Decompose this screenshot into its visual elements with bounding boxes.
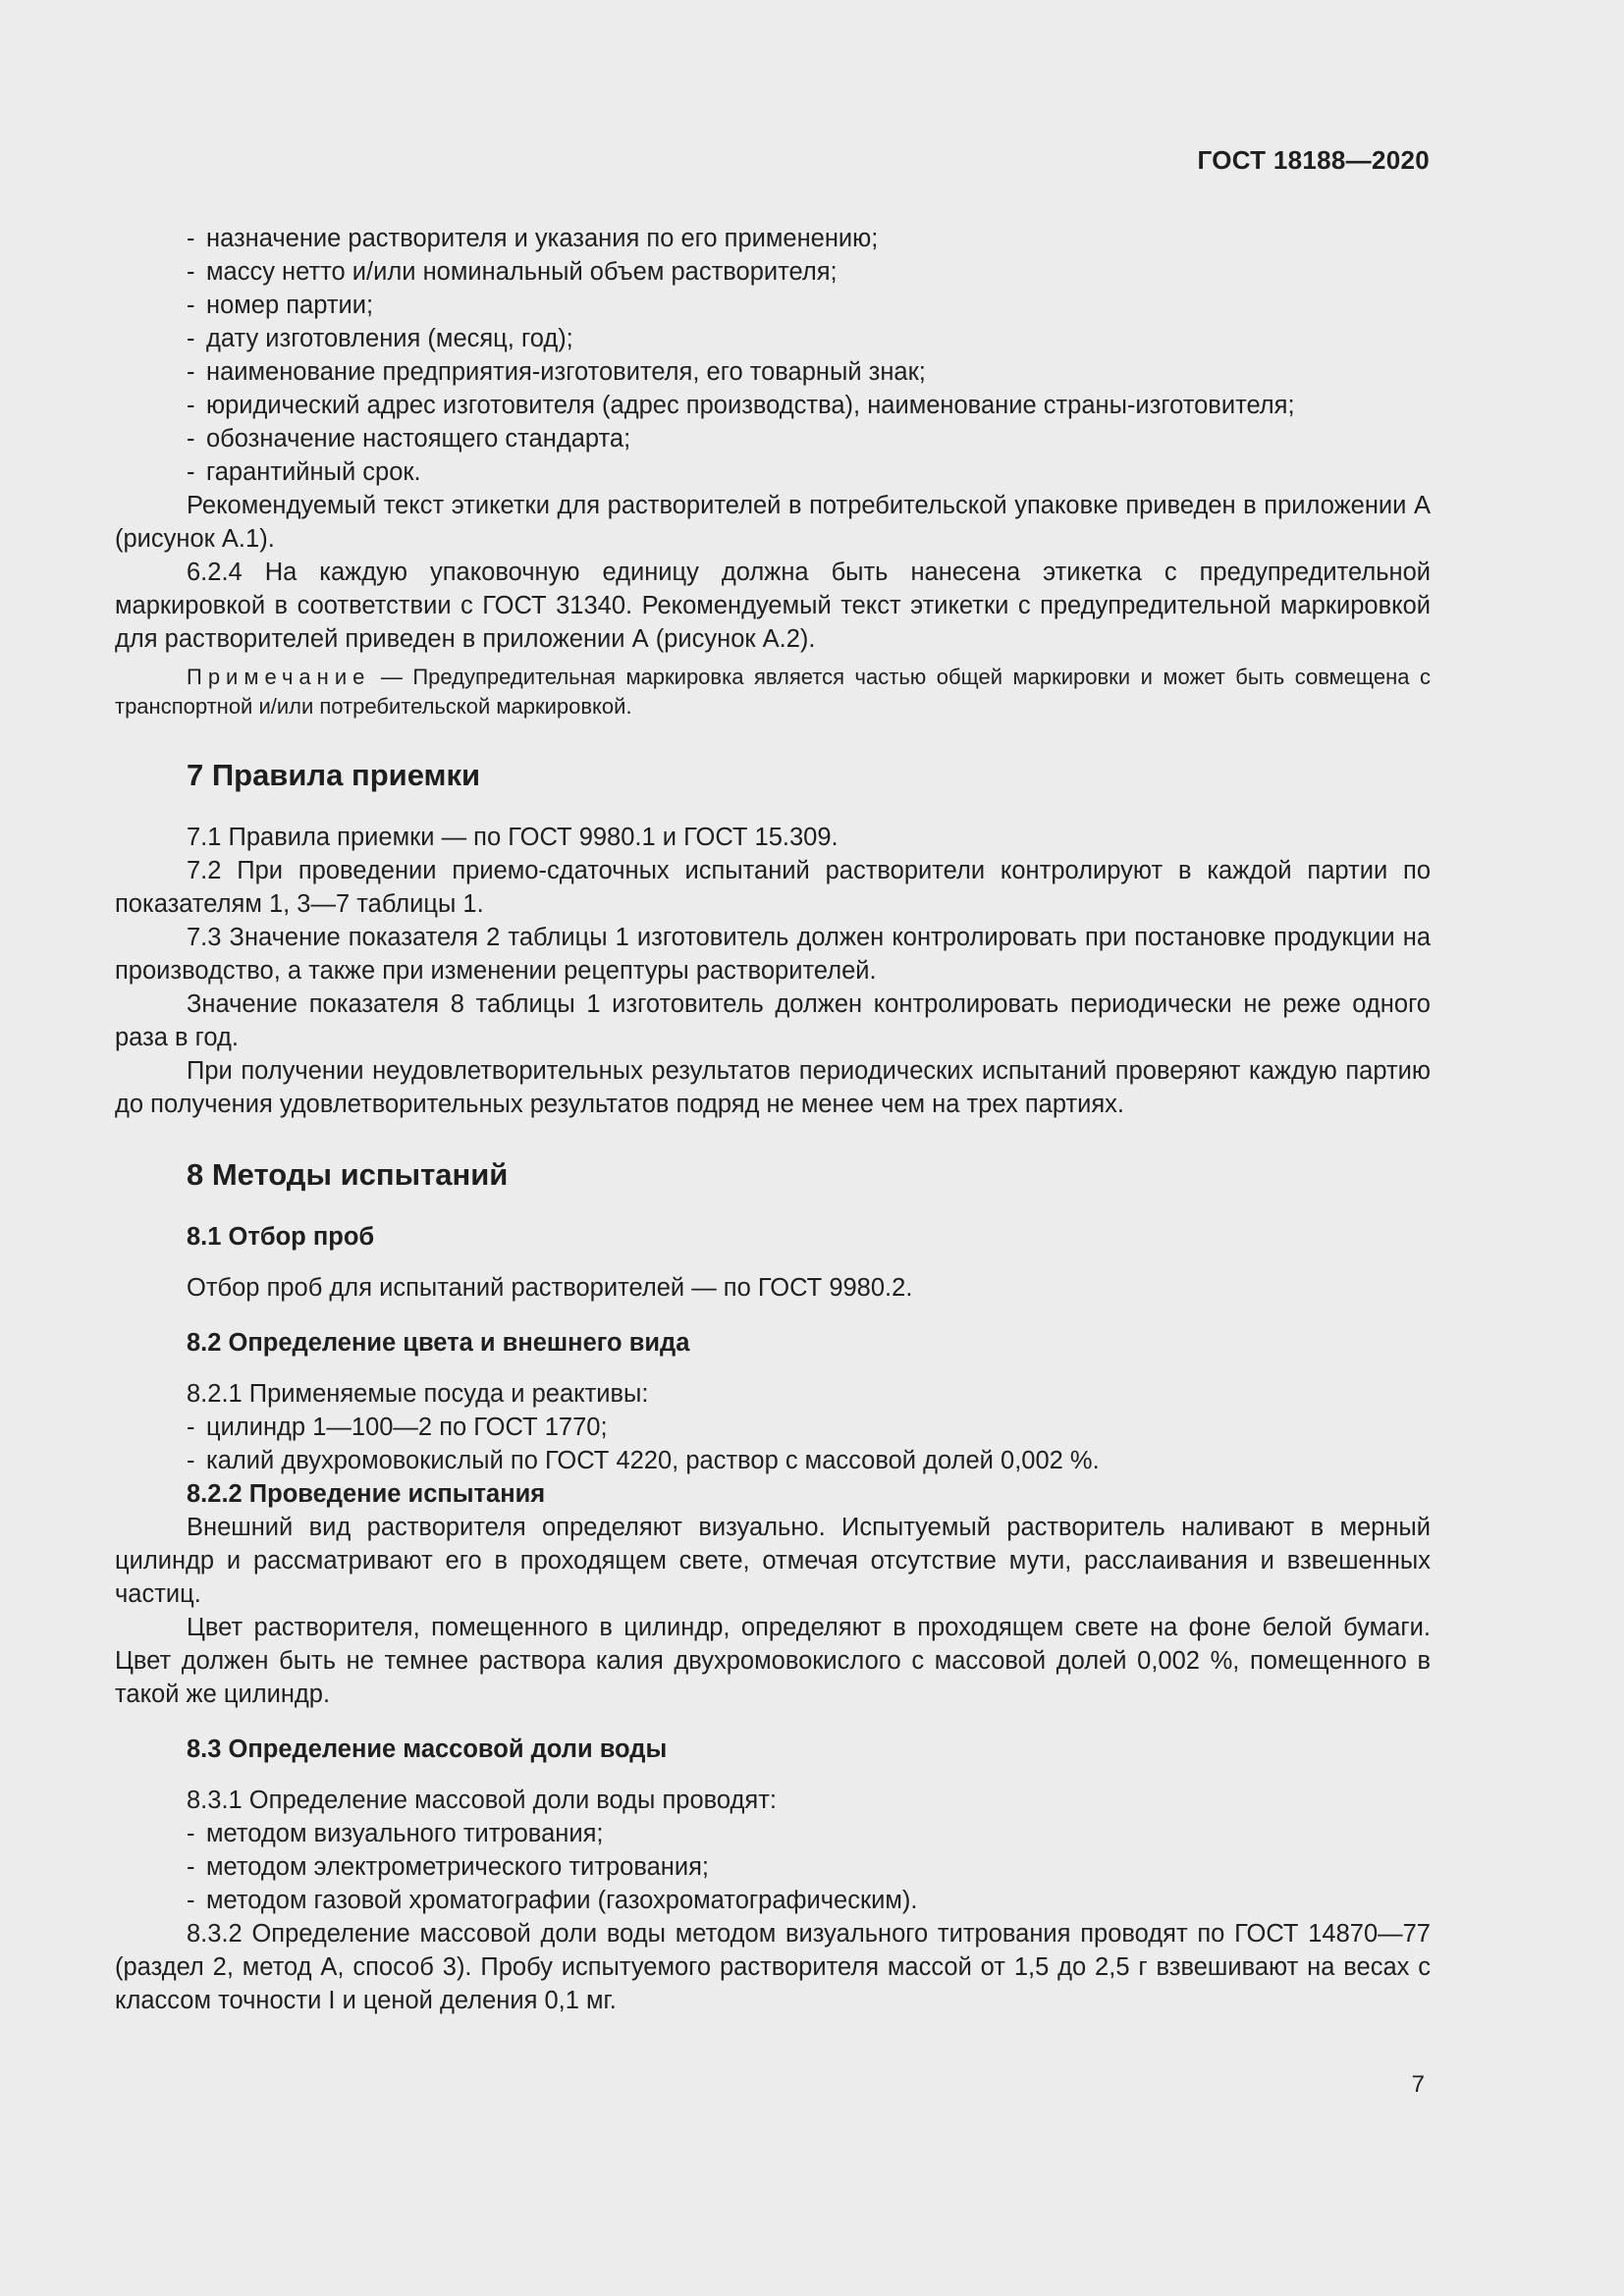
list-item: - номер партии; — [115, 289, 1431, 322]
list-item: - гарантийный срок. — [115, 455, 1431, 489]
section-7-title: 7 Правила приемки — [187, 758, 481, 792]
paragraph-7-2: 7.2 При проведении приемо-сдаточных испытаний растворители контролируют в каждой партии по показателям 1, 3—7 таблицы 1. — [115, 857, 1431, 918]
list-item: - калий двухромовокислый по ГОСТ 4220, раствор с массовой долей 0,002 %. — [115, 1444, 1431, 1477]
bullet-dash: - — [187, 225, 195, 252]
list-item: - обозначение настоящего стандарта; — [115, 422, 1431, 455]
bullet-dash: - — [187, 292, 195, 319]
note — [115, 663, 1431, 721]
paragraph-7-1: 7.1 Правила приемки — по ГОСТ 9980.1 и ГОСТ 15.309. — [187, 824, 839, 851]
note-text: — Предупредительная маркировка является частью общей маркировки и может быть совмещена с транспортной и/или потребительской маркировкой. — [115, 665, 1431, 719]
paragraph-6-2-4: 6.2.4 На каждую упаковочную единицу должна быть нанесена этикетка с предупредительной маркировкой в соответствии с ГОСТ 31340. Рекомендуемый текст этикетки с предупредительной маркировкой для растворителей приведен в приложении А (рисунок А.2). — [115, 559, 1431, 653]
subsection-8-2-title: 8.2 Определение цвета и внешнего вида — [187, 1329, 690, 1357]
bullet-dash: - — [187, 425, 195, 453]
section-8-title: 8 Методы испытаний — [187, 1157, 509, 1192]
bullet-dash: - — [187, 458, 195, 486]
list-item: - цилиндр 1—100—2 по ГОСТ 1770; — [115, 1411, 1431, 1444]
paragraph-8-1: Отбор проб для испытаний растворителей — по ГОСТ 9980.2. — [187, 1274, 913, 1302]
paragraph-8-3-1: 8.3.1 Определение массовой доли воды проводят: — [187, 1787, 777, 1814]
page-number: 7 — [1411, 2071, 1425, 2098]
list-item: - юридический адрес изготовителя (адрес производства), наименование страны-изготовителя; — [115, 389, 1431, 422]
bullet-dash: - — [187, 1853, 195, 1881]
marking-list — [115, 222, 1431, 489]
paragraph-8-2-1: 8.2.1 Применяемые посуда и реактивы: — [187, 1380, 649, 1408]
subsection-8-2-2-title: 8.2.2 Проведение испытания — [187, 1480, 546, 1508]
list-item: - назначение растворителя и указания по его применению; — [115, 222, 1431, 255]
bullet-dash: - — [187, 1887, 195, 1914]
bullet-dash: - — [187, 1414, 195, 1441]
paragraph-8-3-2: 8.3.2 Определение массовой доли воды методом визуального титрования проводят по ГОСТ 14870—77 (раздел 2, метод А, способ 3). Пробу испытуемого растворителя массой от 1,5 до 2,5 г взвешивают на весах с классом точности I и ценой деления 0,1 мг. — [115, 1920, 1431, 2014]
list-item: - массу нетто и/или номинальный объем растворителя; — [115, 255, 1431, 289]
paragraph-7-3-periodic: Значение показателя 8 таблицы 1 изготовитель должен контролировать периодически не реже одного раза в год. — [115, 990, 1431, 1051]
subsection-8-1-title: 8.1 Отбор проб — [187, 1223, 375, 1251]
bullet-dash: - — [187, 1820, 195, 1847]
list-item: - методом визуального титрования; — [115, 1817, 1431, 1850]
list-item: - методом электрометрического титрования; — [115, 1850, 1431, 1884]
bullet-dash: - — [187, 1447, 195, 1474]
bullet-dash: - — [187, 258, 195, 286]
note-label: Примечание — [187, 665, 371, 689]
bullet-dash: - — [187, 325, 195, 352]
paragraph-8-2-2-color: Цвет растворителя, помещенного в цилиндр, определяют в проходящем свете на фоне белой бумаги. Цвет должен быть не темнее раствора калия двухромовокислого с массовой долей 0,002 %, помещенного в такой же цилиндр. — [115, 1614, 1431, 1708]
bullet-dash: - — [187, 358, 195, 386]
paragraph-7-3-failure: При получении неудовлетворительных результатов периодических испытаний проверяют каждую партию до получения удовлетворительных результатов подряд не менее чем на трех партиях. — [115, 1057, 1431, 1118]
recommended-label-paragraph: Рекомендуемый текст этикетки для растворителей в потребительской упаковке приведен в приложении А (рисунок А.1). — [115, 492, 1431, 553]
paragraph-8-2-2-appearance: Внешний вид растворителя определяют визуально. Испытуемый растворитель наливают в мерный цилиндр и рассматривают его в проходящем свете, отмечая отсутствие мути, расслаивания и взвешенных частиц. — [115, 1514, 1431, 1608]
subsection-8-3-title: 8.3 Определение массовой доли воды — [187, 1735, 668, 1763]
paragraph-7-3: 7.3 Значение показателя 2 таблицы 1 изготовитель должен контролировать при постановке продукции на производство, а также при изменении рецептуры растворителей. — [115, 924, 1431, 985]
bullet-dash: - — [187, 392, 195, 419]
document-code-header: ГОСТ 18188—2020 — [1197, 145, 1430, 175]
list-item: - методом газовой хроматографии (газохроматографическим). — [115, 1884, 1431, 1917]
list-item: - наименование предприятия-изготовителя, его товарный знак; — [115, 355, 1431, 389]
page-content — [115, 222, 1431, 2017]
list-item: - дату изготовления (месяц, год); — [115, 322, 1431, 355]
